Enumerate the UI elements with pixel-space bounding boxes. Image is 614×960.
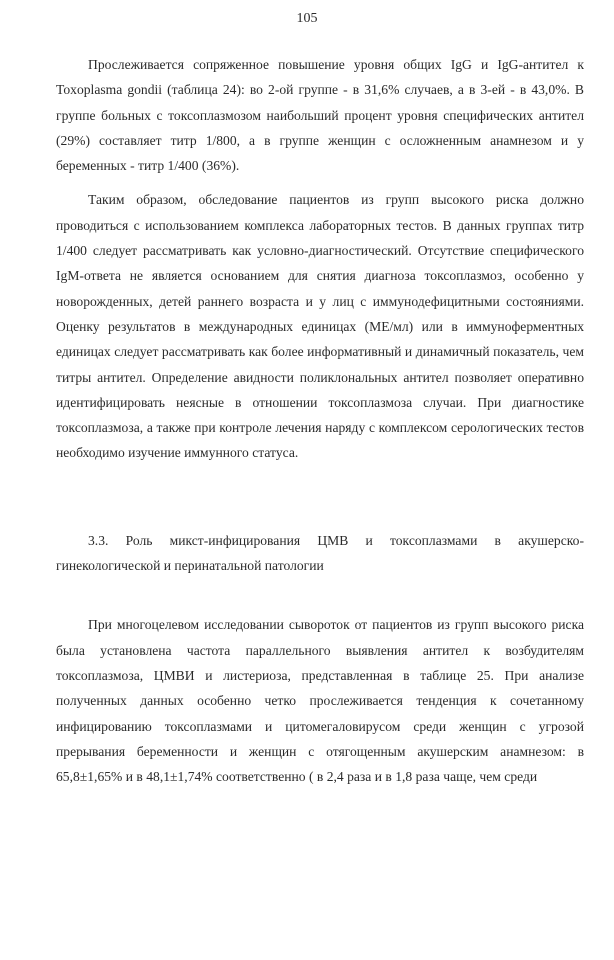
paragraph-conclusion: Таким образом, обследование пациентов из групп высокого риска должно проводиться с использованием комплекса лабораторных тестов. В данных группах титр 1/400 следует рассматривать как условно-диагностический. Отсутствие специфического IgM-ответа не является основанием для снятия диагноза токсоплазмоз, особенно у новорожденных, детей раннего возраста и у лиц с иммунодефицитными состояниями. Оценку результатов в международных единицах (МЕ/мл) или в иммуноферментных единицах следует рассматривать как более информативный и динамичный показатель, чем титры антител. Определение авидности поликлональных антител позволяет оперативно идентифицировать неясные в отношении токсоплазмоза случаи. При диагностике токсоплазмоза, а также при контроле лечения наряду с комплексом серологических тестов необходимо изучение иммунного статуса. xyxy=(56,192,584,461)
document-body xyxy=(56,52,584,789)
section-heading: 3.3. Роль микст-инфицирования ЦМВ и токсоплазмами в акушерско-гинекологической и перинатальной патологии xyxy=(56,532,584,574)
page-number: 105 xyxy=(296,11,318,26)
paragraph-antibody-levels: Прослеживается сопряженное повышение уровня общих IgG и IgG-антител к Toxoplasma gondii (таблица 24): во 2-ой группе - в 31,6% случаев, а в 3-ей - в 43,0%. В группе больных с токсоплазмозом наибольший процент уровня специфических антител (29%) составляет титр 1/800, а в группе женщин с осложненным анамнезом и у беременных - титр 1/400 (36%). xyxy=(56,57,584,174)
paragraph-mixed-infection: При многоцелевом исследовании сывороток от пациентов из групп высокого риска была установлена частота параллельного выявления антител к возбудителям токсоплазмоза, ЦМВИ и листериоза, представленная в таблице 25. При анализе полученных данных особенно четко прослеживается тенденция к сочетанному инфицированию токсоплазмами и цитомегаловирусом среди женщин с угрозой прерывания беременности и женщин с отягощенным акушерским анамнезом: в 65,8±1,65% и в 48,1±1,74% соответственно ( в 2,4 раза и в 1,8 раза чаще, чем среди xyxy=(56,617,584,785)
